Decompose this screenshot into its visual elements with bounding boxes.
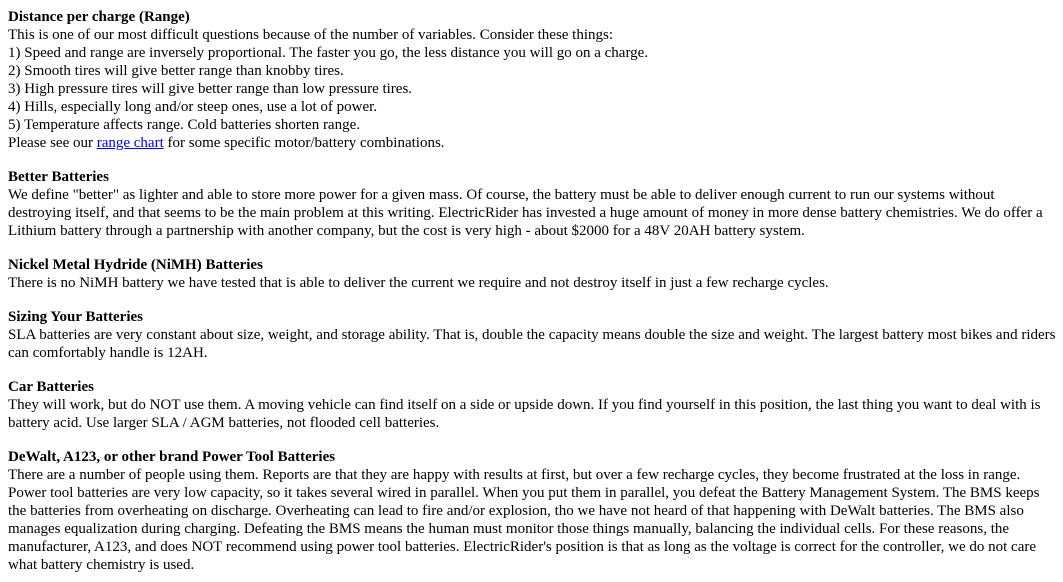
section-body: We define "better" as lighter and able to store more power for a given mass. Of course, the battery must be able to deliver enough current to run our systems without destroying itself, and that seems to be the main problem at this writing. ElectricRider has invested a huge amount of money in more dense battery chemistries. We do offer a Lithium battery through a partnership with another company, but the cost is very high - about $2000 for a 48V 20AH battery system.: [8, 187, 1043, 239]
range-chart-link[interactable]: range chart: [96, 135, 164, 151]
list-item: 5) Temperature affects range. Cold batteries shorten range.: [8, 117, 361, 133]
section-heading: Sizing Your Batteries: [8, 309, 143, 325]
section-body: There is no NiMH battery we have tested that is able to deliver the current we require and not destroy itself in just a few recharge cycles.: [8, 275, 829, 291]
body-line: This is one of our most difficult questions because of the number of variables. Consider these things:: [8, 27, 614, 43]
section-range: [8, 8, 1057, 152]
link-suffix-text: for some specific motor/battery combinations.: [163, 135, 445, 151]
section-body: SLA batteries are very constant about size, weight, and storage ability. That is, double the capacity means double the size and weight. The largest battery most bikes and riders can comfortably handle is 12AH.: [8, 327, 1056, 361]
section-nimh-batteries: [8, 256, 1057, 292]
list-item: 2) Smooth tires will give better range than knobby tires.: [8, 63, 344, 79]
section-heading: Nickel Metal Hydride (NiMH) Batteries: [8, 257, 263, 273]
section-heading: Distance per charge (Range): [8, 9, 190, 25]
list-item: 1) Speed and range are inversely proportional. The faster you go, the less distance you will go on a charge.: [8, 45, 649, 61]
section-body: They will work, but do NOT use them. A moving vehicle can find itself on a side or upside down. If you find yourself in this position, the last thing you want to deal with is battery acid. Use larger SLA / AGM batteries, not flooded cell batteries.: [8, 397, 1041, 431]
section-sizing-batteries: [8, 308, 1057, 362]
list-item: 4) Hills, especially long and/or steep ones, use a lot of power.: [8, 99, 378, 115]
section-heading: DeWalt, A123, or other brand Power Tool Batteries: [8, 449, 336, 465]
list-item: 3) High pressure tires will give better range than low pressure tires.: [8, 81, 413, 97]
link-prefix-text: Please see our: [8, 135, 97, 151]
section-body: There are a number of people using them. Reports are that they are happy with results at first, but over a few recharge cycles, they become frustrated at the loss in range. Power tool batteries are very low capacity, so it takes several wired in parallel. When you put them in parallel, you defeat the Battery Management System. The BMS keeps the batteries from overheating on discharge. Overheating can lead to fire and/or explosion, tho we have not heard of that happening with DeWalt batteries. The BMS also manages equalization during charging. Defeating the BMS means the human must monitor those things manually, balancing the individual cells. For these reasons, the manufacturer, A123, and does NOT recommend using power tool batteries. ElectricRider's position is that as long as the voltage is correct for the controller, we do not care what battery chemistry is used.: [8, 467, 1040, 573]
section-car-batteries: [8, 378, 1057, 432]
section-heading: Car Batteries: [8, 379, 94, 395]
range-chart-line: [8, 134, 1057, 152]
section-better-batteries: [8, 168, 1057, 240]
section-heading: Better Batteries: [8, 169, 109, 185]
section-power-tool-batteries: [8, 448, 1057, 574]
